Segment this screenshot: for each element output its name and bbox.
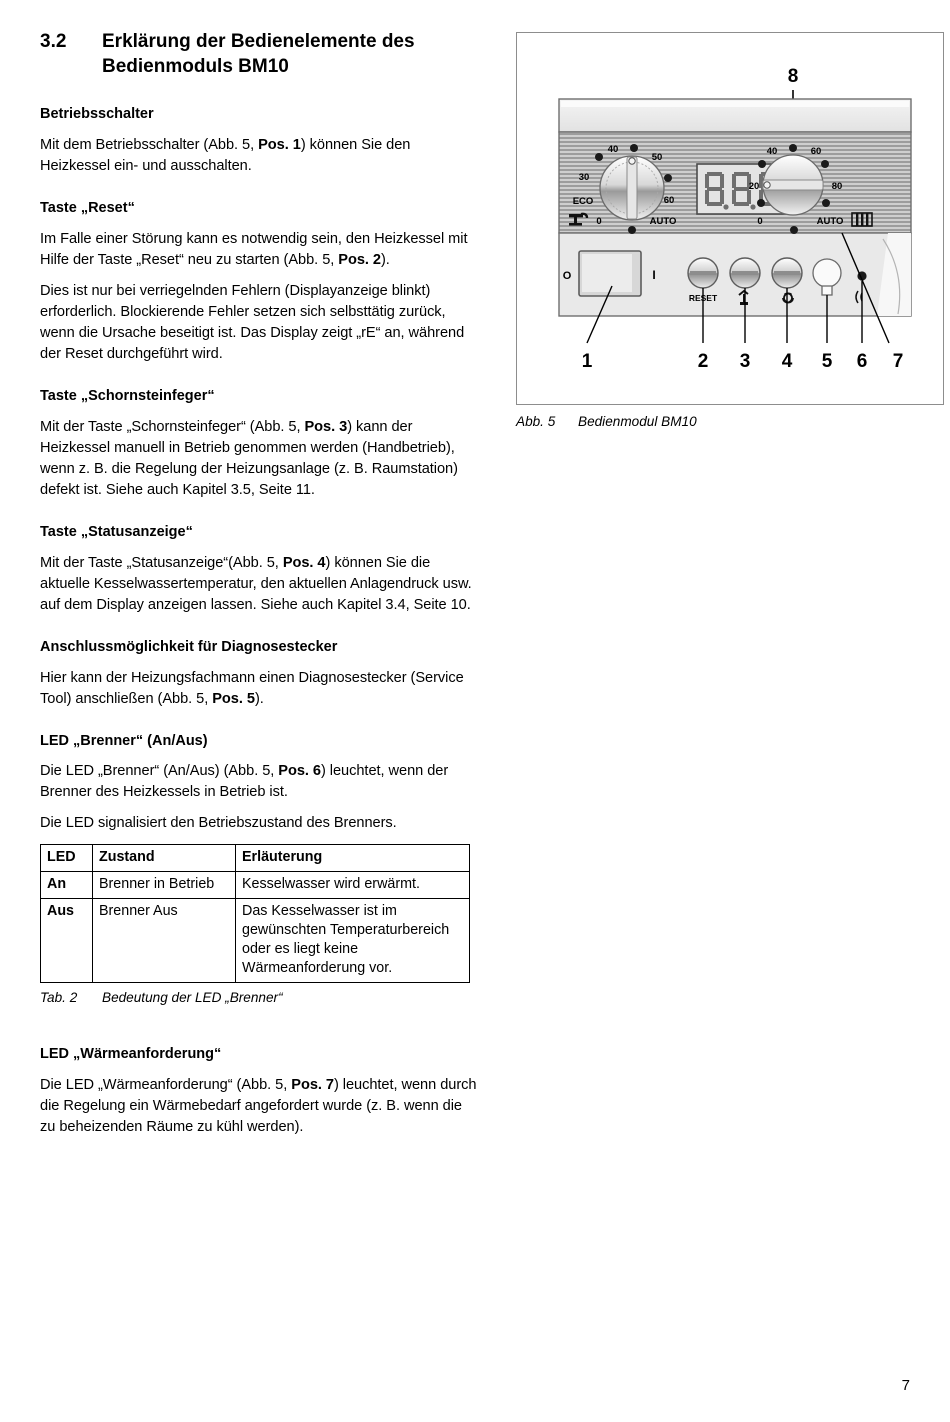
text-part: ).: [254, 690, 264, 707]
paragraph-led-brenner-1: [40, 761, 480, 803]
dial-tick-dot: [757, 199, 765, 207]
section-heading-led-brenner: LED „Brenner“ (An/Aus): [40, 732, 208, 749]
text-part: Mit der Taste „Statusanzeige“(Abb. 5,: [40, 554, 283, 571]
dial-label-20: 20: [748, 181, 760, 192]
reset-button-slot: [690, 271, 716, 275]
panel-top-highlight: [561, 101, 909, 107]
pos-reference: Pos. 5: [212, 690, 255, 707]
dial-tick-dot: [790, 226, 798, 234]
section-heading-betriebsschalter: Betriebsschalter: [40, 106, 154, 123]
section-diagnosestecker: [40, 638, 480, 710]
text-part: ).: [380, 252, 390, 269]
pos-reference: Pos. 1: [258, 137, 301, 154]
pos-reference: Pos. 7: [291, 1077, 334, 1094]
table-header-row: [41, 845, 470, 872]
figure-frame: [516, 32, 944, 405]
dial-label-40: 40: [766, 146, 778, 157]
cell-explanation: Das Kesselwasser ist im gewünschten Temperaturbereich oder es liegt keine Wärmeanforderung vor.: [236, 899, 470, 983]
dial-tick-dot: [628, 226, 636, 234]
section-heading-statusanzeige: Taste „Statusanzeige“: [40, 523, 193, 540]
paragraph-reset-1: [40, 229, 480, 271]
status-display-button-slot: [774, 271, 800, 275]
column-header-led: LED: [41, 845, 93, 872]
text-part: Die LED „Wärmeanforderung“ (Abb. 5,: [40, 1077, 292, 1094]
chapter-title: Erklärung der Bedienelemente des Bedienmoduls BM10: [102, 31, 415, 77]
cell-led-state: Aus: [41, 899, 93, 983]
section-led-waermeanforderung: [40, 1045, 480, 1138]
content-column: [40, 30, 480, 1160]
dhw-knob-index-mark: [629, 158, 635, 164]
section-reset: [40, 199, 480, 365]
table-caption-label: Tab. 2: [40, 990, 78, 1006]
text-part: ) können Sie die aktuelle Kesselwassertemperatur, den aktuellen Anlagendruck usw. auf dem Display anzeigen lassen. Siehe auch Kapitel 3.4, Seite 10.: [40, 554, 472, 613]
figure-block: [516, 32, 944, 429]
callout-8: 8: [787, 66, 799, 87]
control-panel-illustration: [517, 33, 943, 404]
dial-label-80: 80: [831, 181, 843, 192]
cell-condition: Brenner Aus: [93, 899, 236, 983]
pos-reference: Pos. 3: [304, 418, 348, 435]
dial-label-60: 60: [810, 146, 822, 157]
diagnostic-socket-body[interactable]: [813, 259, 841, 287]
bm10-panel: [559, 99, 911, 316]
section-betriebsschalter: [40, 105, 480, 177]
power-switch-off-mark: O: [562, 270, 572, 282]
figure-caption-text: Bedienmodul BM10: [578, 414, 697, 429]
cell-led-state: An: [41, 872, 93, 899]
heating-knob-pointer: [763, 180, 823, 190]
text-part: Die LED „Brenner“ (An/Aus) (Abb. 5,: [40, 763, 279, 780]
callout-2: 2: [697, 351, 709, 372]
text-part: ) leuchtet, wenn durch die Regelung ein Wärmebedarf angefordert wurde (z. B. wenn die zu beheizenden Räume zu kühl werden).: [40, 1077, 477, 1136]
figure-caption: [516, 414, 944, 429]
dial-label-40: 40: [607, 144, 619, 155]
pos-reference: Pos. 6: [278, 763, 321, 780]
page-title: [40, 30, 480, 79]
pos-reference: Pos. 4: [282, 554, 326, 571]
dhw-knob-pointer: [627, 157, 637, 219]
section-heading-schornsteinfeger: Taste „Schornsteinfeger“: [40, 388, 215, 405]
section-schornsteinfeger: [40, 387, 480, 501]
callout-1: 1: [581, 351, 593, 372]
dial-tick-dot: [821, 160, 829, 168]
dial-tick-dot: [630, 144, 638, 152]
callout-3: 3: [739, 351, 751, 372]
section-heading-reset: Taste „Reset“: [40, 200, 135, 217]
text-part: ) kann der Heizkessel manuell in Betrieb genommen werden (Handbetrieb), wenn z. B. die Regelung der Heizungsanlage (z. B. Raumstation) defekt ist. Siehe auch Kapitel 3.5, Seite 11.: [40, 418, 458, 498]
dial-label-0: 0: [757, 216, 763, 227]
callout-7: 7: [892, 351, 904, 372]
power-switch-on-mark: I: [652, 268, 656, 282]
dial-tick-dot: [664, 174, 672, 182]
section-heading-led-waermeanforderung: LED „Wärmeanforderung“: [40, 1046, 222, 1063]
section-led-brenner: [40, 732, 480, 1006]
callout-4: 4: [781, 351, 793, 372]
table-row: [41, 899, 470, 983]
paragraph-statusanzeige: [40, 553, 480, 616]
table-row: [41, 872, 470, 899]
text-part: Im Falle einer Störung kann es notwendig sein, den Heizkessel mit Hilfe der Taste „Reset“ neu zu starten (Abb. 5,: [40, 231, 468, 269]
callout-5: 5: [821, 351, 833, 372]
callout-number-row: [582, 351, 904, 372]
callout-6: 6: [856, 351, 868, 372]
dial-label-auto: AUTO: [649, 216, 677, 227]
page-number: 7: [901, 1377, 910, 1394]
text-part: ) leuchtet, wenn der Brenner des Heizkessels in Betrieb ist.: [40, 763, 449, 801]
text-part: Mit dem Betriebsschalter (Abb. 5,: [40, 137, 259, 154]
dial-label-50: 50: [651, 152, 663, 163]
led-state-table: [40, 844, 470, 983]
column-header-state: Zustand: [93, 845, 236, 872]
cell-condition: Brenner in Betrieb: [93, 872, 236, 899]
dial-tick-dot: [789, 144, 797, 152]
chimney-sweep-button-slot: [732, 271, 758, 275]
dial-label-eco: ECO: [572, 196, 594, 207]
table-caption-text: Bedeutung der LED „Brenner“: [102, 990, 283, 1006]
dial-tick-dot: [758, 160, 766, 168]
dial-tick-dot: [595, 153, 603, 161]
heating-knob-index-mark: [764, 182, 770, 188]
chapter-number: 3.2: [40, 31, 67, 52]
text-part: Mit der Taste „Schornsteinfeger“ (Abb. 5,: [40, 418, 305, 435]
paragraph-led-brenner-2: Die LED signalisiert den Betriebszustand des Brenners.: [40, 815, 397, 832]
text-part: ) können Sie den Heizkessel ein- und ausschalten.: [40, 137, 411, 175]
paragraph-reset-2: Dies ist nur bei verriegelnden Fehlern (Displayanzeige blinkt) erforderlich. Blockierende Fehler setzen sich selbsttätig zurück, wenn die Ursache beseitigt ist. Das Display zeigt „rE“ an, während der Reset durchgeführt wird.: [40, 283, 465, 363]
section-statusanzeige: [40, 523, 480, 616]
reset-button-label: RESET: [688, 293, 718, 303]
diagnostic-socket-pin: [822, 286, 832, 295]
dial-label-60: 60: [663, 195, 675, 206]
paragraph-diagnosestecker: [40, 668, 480, 710]
cell-explanation: Kesselwasser wird erwärmt.: [236, 872, 470, 899]
section-heading-diagnosestecker: Anschlussmöglichkeit für Diagnosestecker: [40, 638, 338, 655]
dial-label-30: 30: [578, 172, 590, 183]
power-switch-face: [582, 254, 632, 292]
dial-tick-dot: [822, 199, 830, 207]
dial-label-auto: AUTO: [816, 216, 844, 227]
paragraph-betriebsschalter: [40, 135, 480, 177]
dial-label-0: 0: [596, 216, 602, 227]
column-header-explanation: Erläuterung: [236, 845, 470, 872]
pos-reference: Pos. 2: [338, 252, 381, 269]
paragraph-schornsteinfeger: [40, 417, 480, 501]
table-caption: [40, 990, 480, 1005]
figure-caption-label: Abb. 5: [516, 414, 556, 429]
paragraph-led-waermeanforderung: [40, 1075, 480, 1138]
text-part: Hier kann der Heizungsfachmann einen Diagnosestecker (Service Tool) anschließen (Abb. 5,: [40, 669, 464, 707]
